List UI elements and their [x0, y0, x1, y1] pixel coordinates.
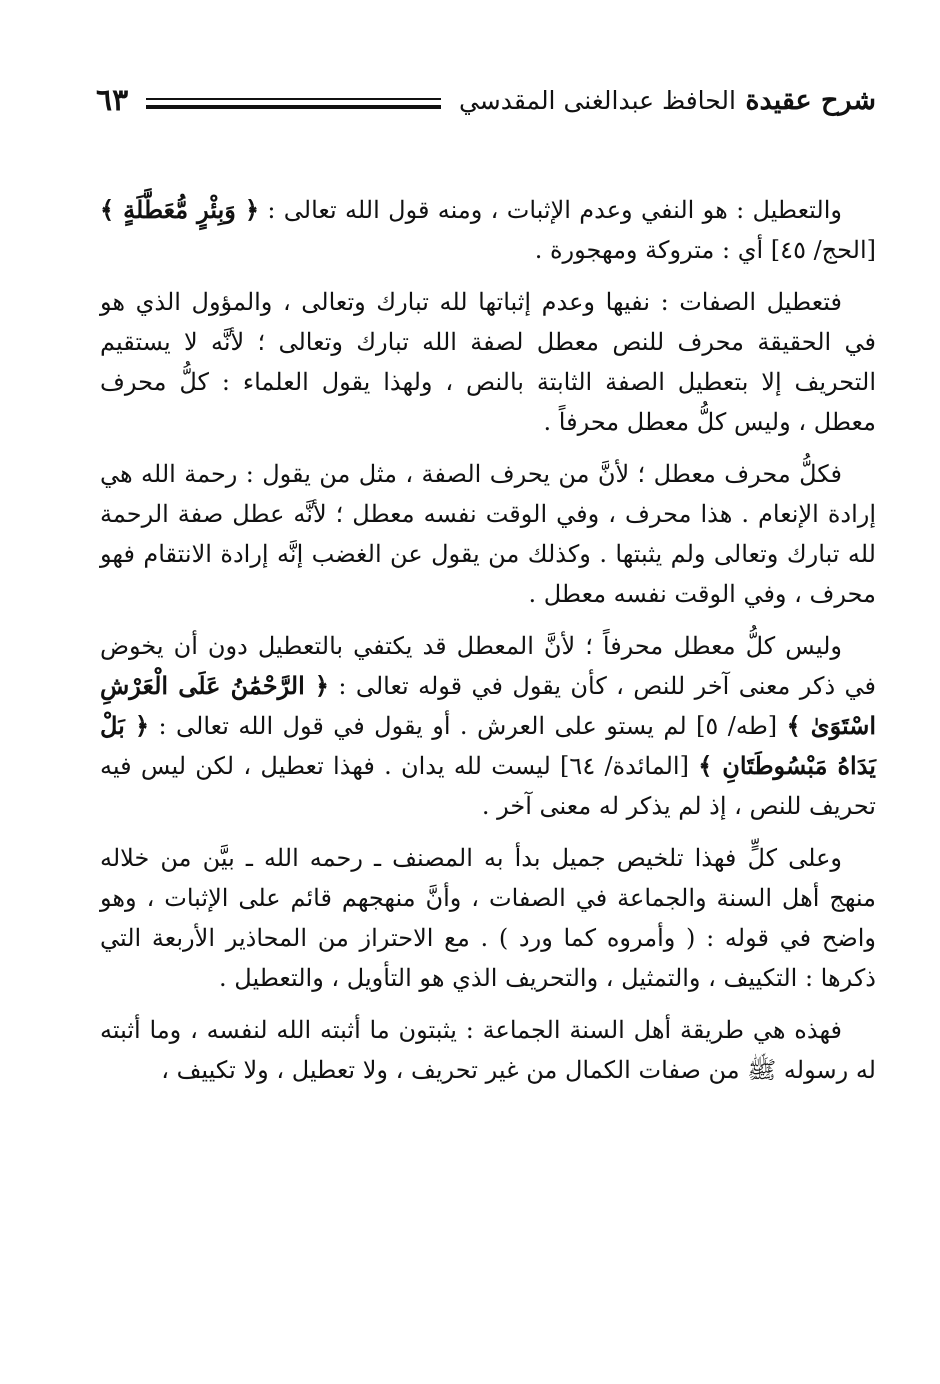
paragraph-text: فتعطيل الصفات : نفيها وعدم إثباتها لله تبارك وتعالى ، والمؤول الذي هو في الحقيقة محرف للنص معطل لصفة الله تبارك وتعالى ؛ لأنَّه لا يستقيم التحريف إلا بتعطيل الصفة الثابتة بالنص ، ولهذا يقول العلماء : كلُّ محرف معطل ، وليس كلُّ معطل محرفاً .: [100, 288, 876, 436]
paragraph: [100, 282, 876, 442]
header-rule: [146, 98, 441, 109]
paragraph: [100, 190, 876, 270]
paragraph-text: فهذه هي طريقة أهل السنة الجماعة : يثبتون ما أثبته الله لنفسه ، وما أثبته له رسوله ﷺ من صفات الكمال من غير تحريف ، ولا تعطيل ، ولا تكييف ،: [100, 1016, 876, 1084]
paragraph-text: والتعطيل : هو النفي وعدم الإثبات ، ومنه قول الله تعالى :: [259, 196, 842, 224]
running-header: [96, 74, 876, 126]
body-text: [100, 190, 876, 1102]
header-subtitle: الحافظ عبدالغنى المقدسي: [458, 85, 736, 115]
paragraph: [100, 838, 876, 998]
paragraph-text: وعلى كلٍّ فهذا تلخيص جميل بدأ به المصنف ـ رحمه الله ـ بيَّن من خلاله منهج أهل السنة والجماعة في الصفات ، وأنَّ منهجهم قائم على الإثبات ، وهو واضح في قوله : ( وأمروه كما ورد ) . مع الاحتراز من المحاذير الأربعة التي ذكرها : التكييف ، والتمثيل ، والتحريف الذي هو التأويل ، والتعطيل .: [100, 844, 876, 992]
quran-verse: ﴿ بَلْ يَدَاهُ مَبْسُوطَتَانِ ﴾: [100, 711, 876, 780]
page-number: ٦٣: [96, 82, 129, 118]
paragraph: [100, 1010, 876, 1090]
header-title: [459, 85, 876, 116]
paragraph: [100, 454, 876, 614]
quran-verse: ﴿ وَبِئْرٍ مُّعَطَّلَةٍ ﴾: [100, 195, 260, 224]
paragraph: [100, 626, 876, 826]
paragraph-text: [الحج/ ٤٥] أي : متروكة ومهجورة .: [534, 236, 876, 264]
quran-verse: ﴿ الرَّحْمَٰنُ عَلَى الْعَرْشِ اسْتَوَىٰ ﴾: [100, 671, 876, 740]
paragraph-text: فكلُّ محرف معطل ؛ لأنَّ من يحرف الصفة ، مثل من يقول : رحمة الله هي إرادة الإنعام . هذا محرف ، وفي الوقت نفسه معطل ؛ لأنَّه عطل صفة الرحمة لله تبارك وتعالى ولم يثبتها . وكذلك من يقول عن الغضب إنَّه إرادة الانتقام فهو محرف ، وفي الوقت نفسه معطل .: [100, 460, 877, 608]
paragraph-text: [طه/ ٥] لم يستو على العرش . أو يقول في قول الله تعالى :: [149, 712, 787, 740]
header-title-main: شرح عقيدة: [745, 84, 876, 116]
paragraph-text: [المائدة/ ٦٤] ليست لله يدان . فهذا تعطيل ، لكن ليس فيه تحريف للنص ، إذ لم يذكر له معنى آخر .: [100, 752, 876, 820]
paragraph-text: وليس كلُّ معطل محرفاً ؛ لأنَّ المعطل قد يكتفي بالتعطيل دون أن يخوض في ذكر معنى آخر للنص ، كأن يقول في قوله تعالى :: [100, 632, 876, 700]
